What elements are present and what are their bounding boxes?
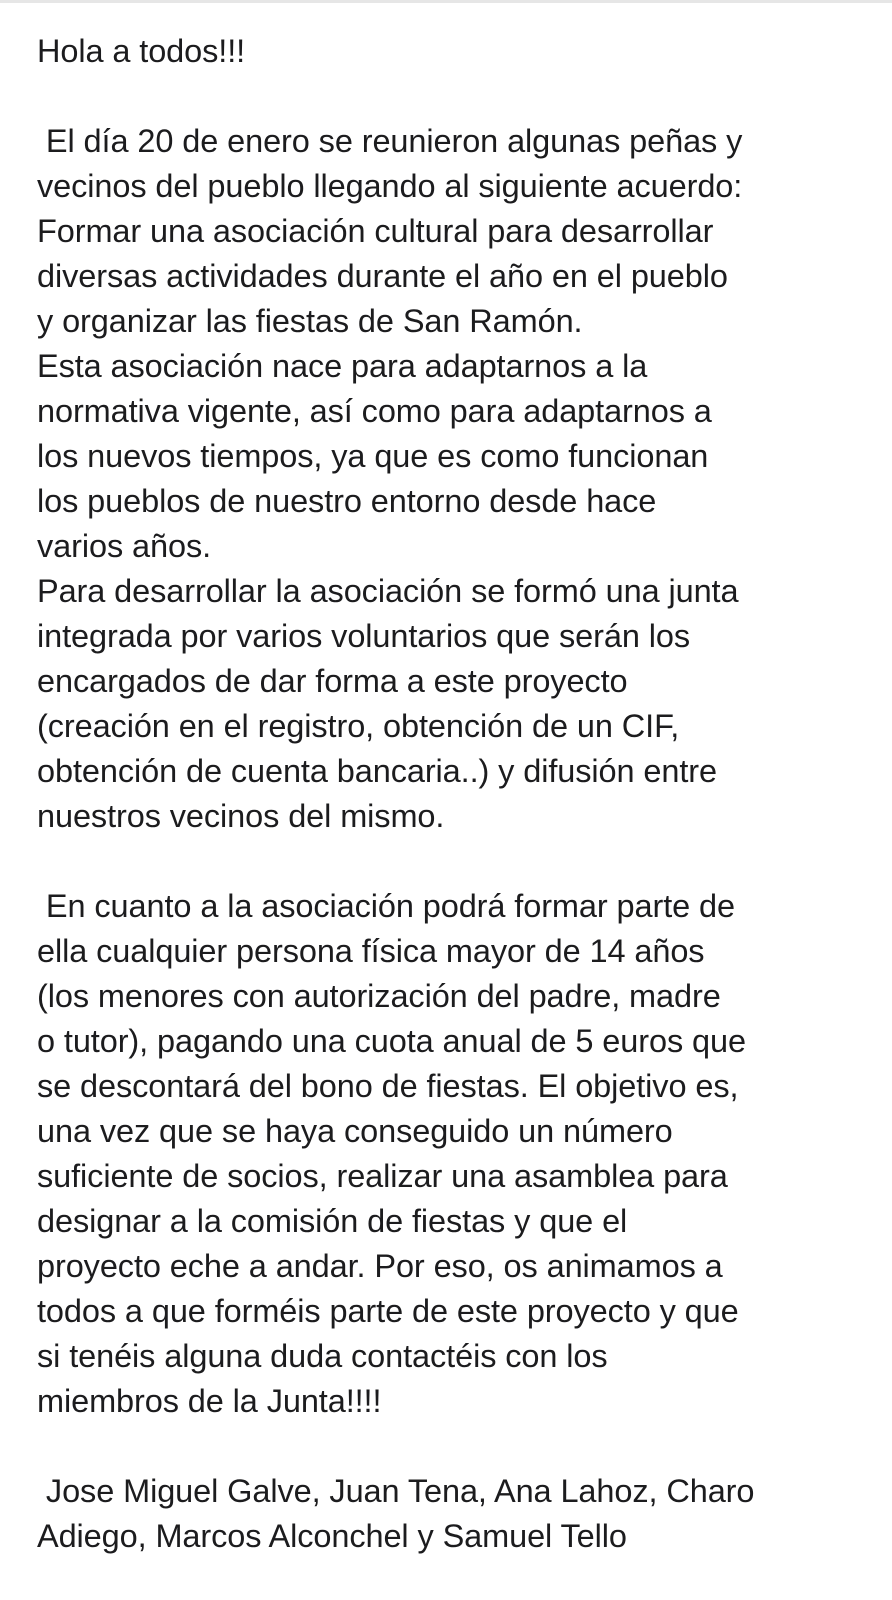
paragraph-1-line: Formar una asociación cultural para desarrollar [37, 213, 714, 249]
signature-line: Jose Miguel Galve, Juan Tena, Ana Lahoz, Charo [37, 1473, 755, 1509]
paragraph-1-line: Esta asociación nace para adaptarnos a la [37, 348, 648, 384]
paragraph-2-line: se descontará del bono de fiestas. El objetivo es, [37, 1068, 739, 1104]
signature-line: Adiego, Marcos Alconchel y Samuel Tello [37, 1518, 627, 1554]
top-divider [0, 0, 892, 3]
paragraph-1-line: varios años. [37, 528, 212, 564]
paragraph-2-line: En cuanto a la asociación podrá formar parte de [37, 888, 735, 924]
paragraph-1-line: los nuevos tiempos, ya que es como funcionan [37, 438, 709, 474]
blank-line [37, 74, 867, 119]
greeting-line: Hola a todos!!! [37, 33, 246, 69]
paragraph-1-line: nuestros vecinos del mismo. [37, 798, 445, 834]
paragraph-2-line: si tenéis alguna duda contactéis con los [37, 1338, 608, 1374]
blank-line [37, 839, 867, 884]
post-body-text [37, 29, 867, 1559]
paragraph-1-line: (creación en el registro, obtención de un CIF, [37, 708, 680, 744]
paragraph-1-line: diversas actividades durante el año en el pueblo [37, 258, 728, 294]
paragraph-1-line: y organizar las fiestas de San Ramón. [37, 303, 583, 339]
paragraph-2-line: designar a la comisión de fiestas y que el [37, 1203, 628, 1239]
paragraph-2-line: miembros de la Junta!!!! [37, 1383, 382, 1419]
paragraph-1-line: El día 20 de enero se reunieron algunas peñas y [37, 123, 743, 159]
paragraph-1-line: Para desarrollar la asociación se formó una junta [37, 573, 739, 609]
paragraph-2-line: (los menores con autorización del padre, madre [37, 978, 721, 1014]
paragraph-1-line: normativa vigente, así como para adaptarnos a [37, 393, 712, 429]
paragraph-2-line: una vez que se haya conseguido un número [37, 1113, 673, 1149]
paragraph-1-line: vecinos del pueblo llegando al siguiente acuerdo: [37, 168, 743, 204]
blank-line [37, 1424, 867, 1469]
paragraph-1-line: encargados de dar forma a este proyecto [37, 663, 628, 699]
paragraph-1-line: obtención de cuenta bancaria..) y difusión entre [37, 753, 717, 789]
paragraph-2-line: ella cualquier persona física mayor de 14 años [37, 933, 705, 969]
paragraph-1-line: integrada por varios voluntarios que serán los [37, 618, 691, 654]
paragraph-2-line: proyecto eche a andar. Por eso, os animamos a [37, 1248, 723, 1284]
paragraph-2-line: suficiente de socios, realizar una asamblea para [37, 1158, 728, 1194]
paragraph-2-line: todos a que forméis parte de este proyecto y que [37, 1293, 739, 1329]
paragraph-1-line: los pueblos de nuestro entorno desde hace [37, 483, 657, 519]
paragraph-2-line: o tutor), pagando una cuota anual de 5 euros que [37, 1023, 746, 1059]
